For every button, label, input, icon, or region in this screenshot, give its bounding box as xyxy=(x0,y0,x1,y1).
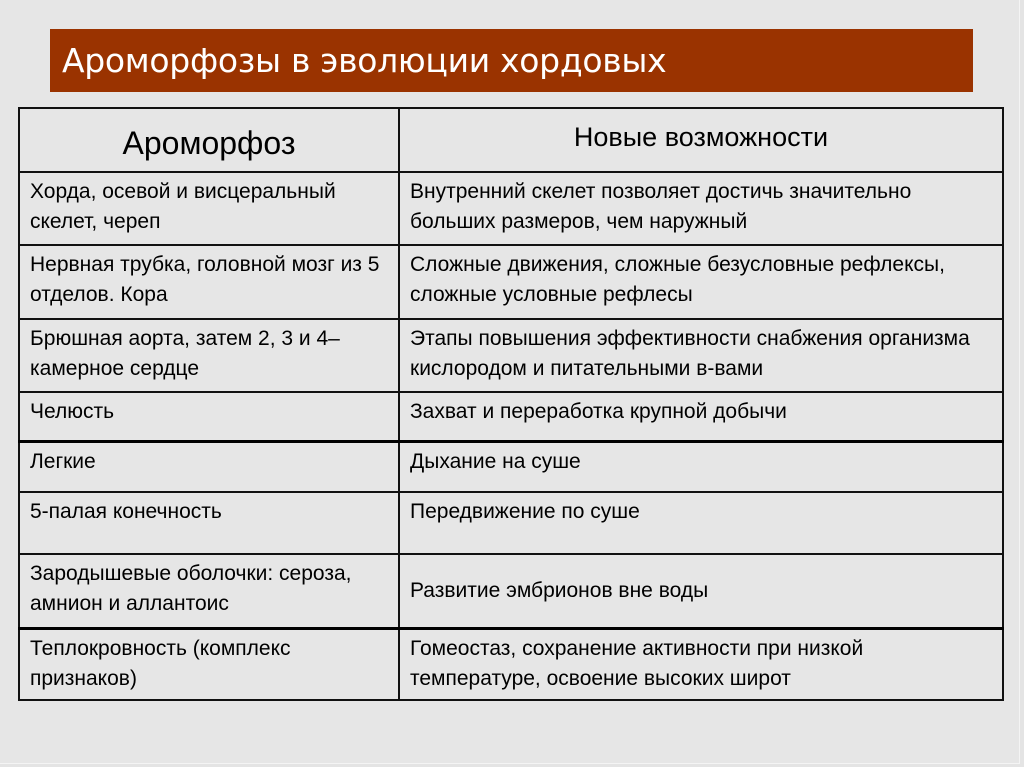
table-row xyxy=(19,172,1003,245)
cell-aromorphosis: Теплокровность (комплекс признаков) xyxy=(19,628,399,700)
table-row xyxy=(19,554,1003,628)
table-row xyxy=(19,492,1003,554)
table-row xyxy=(19,392,1003,441)
table-row xyxy=(19,441,1003,492)
table-row xyxy=(19,245,1003,319)
cell-ability: Сложные движения, сложные безусловные рефлексы, сложные условные рефлесы xyxy=(399,245,1003,319)
cell-ability: Передвижение по суше xyxy=(399,492,1003,554)
header-new-abilities: Новые возможности xyxy=(399,108,1003,172)
table-row xyxy=(19,628,1003,700)
table-header-row xyxy=(19,108,1003,172)
cell-ability: Дыхание на суше xyxy=(399,441,1003,492)
cell-aromorphosis: Нервная трубка, головной мозг из 5 отделов. Кора xyxy=(19,245,399,319)
aromorphoses-table xyxy=(18,107,1004,701)
cell-ability: Внутренний скелет позволяет достичь значительно больших размеров, чем наружный xyxy=(399,172,1003,245)
cell-aromorphosis: Брюшная аорта, затем 2, 3 и 4–камерное сердце xyxy=(19,319,399,392)
cell-aromorphosis: Легкие xyxy=(19,441,399,492)
cell-ability: Этапы повышения эффективности снабжения организма кислородом и питательными в-вами xyxy=(399,319,1003,392)
cell-aromorphosis: Хорда, осевой и висцеральный скелет, череп xyxy=(19,172,399,245)
cell-ability: Захват и переработка крупной добычи xyxy=(399,392,1003,441)
cell-ability: Развитие эмбрионов вне воды xyxy=(399,554,1003,628)
cell-aromorphosis: 5-палая конечность xyxy=(19,492,399,554)
header-aromorphosis: Ароморфоз xyxy=(19,108,399,172)
cell-aromorphosis: Зародышевые оболочки: сероза, амнион и аллантоис xyxy=(19,554,399,628)
table-row xyxy=(19,319,1003,392)
cell-ability: Гомеостаз, сохранение активности при низкой температуре, освоение высоких широт xyxy=(399,628,1003,700)
slide-title: Ароморфозы в эволюции хордовых xyxy=(50,29,973,92)
cell-aromorphosis: Челюсть xyxy=(19,392,399,441)
